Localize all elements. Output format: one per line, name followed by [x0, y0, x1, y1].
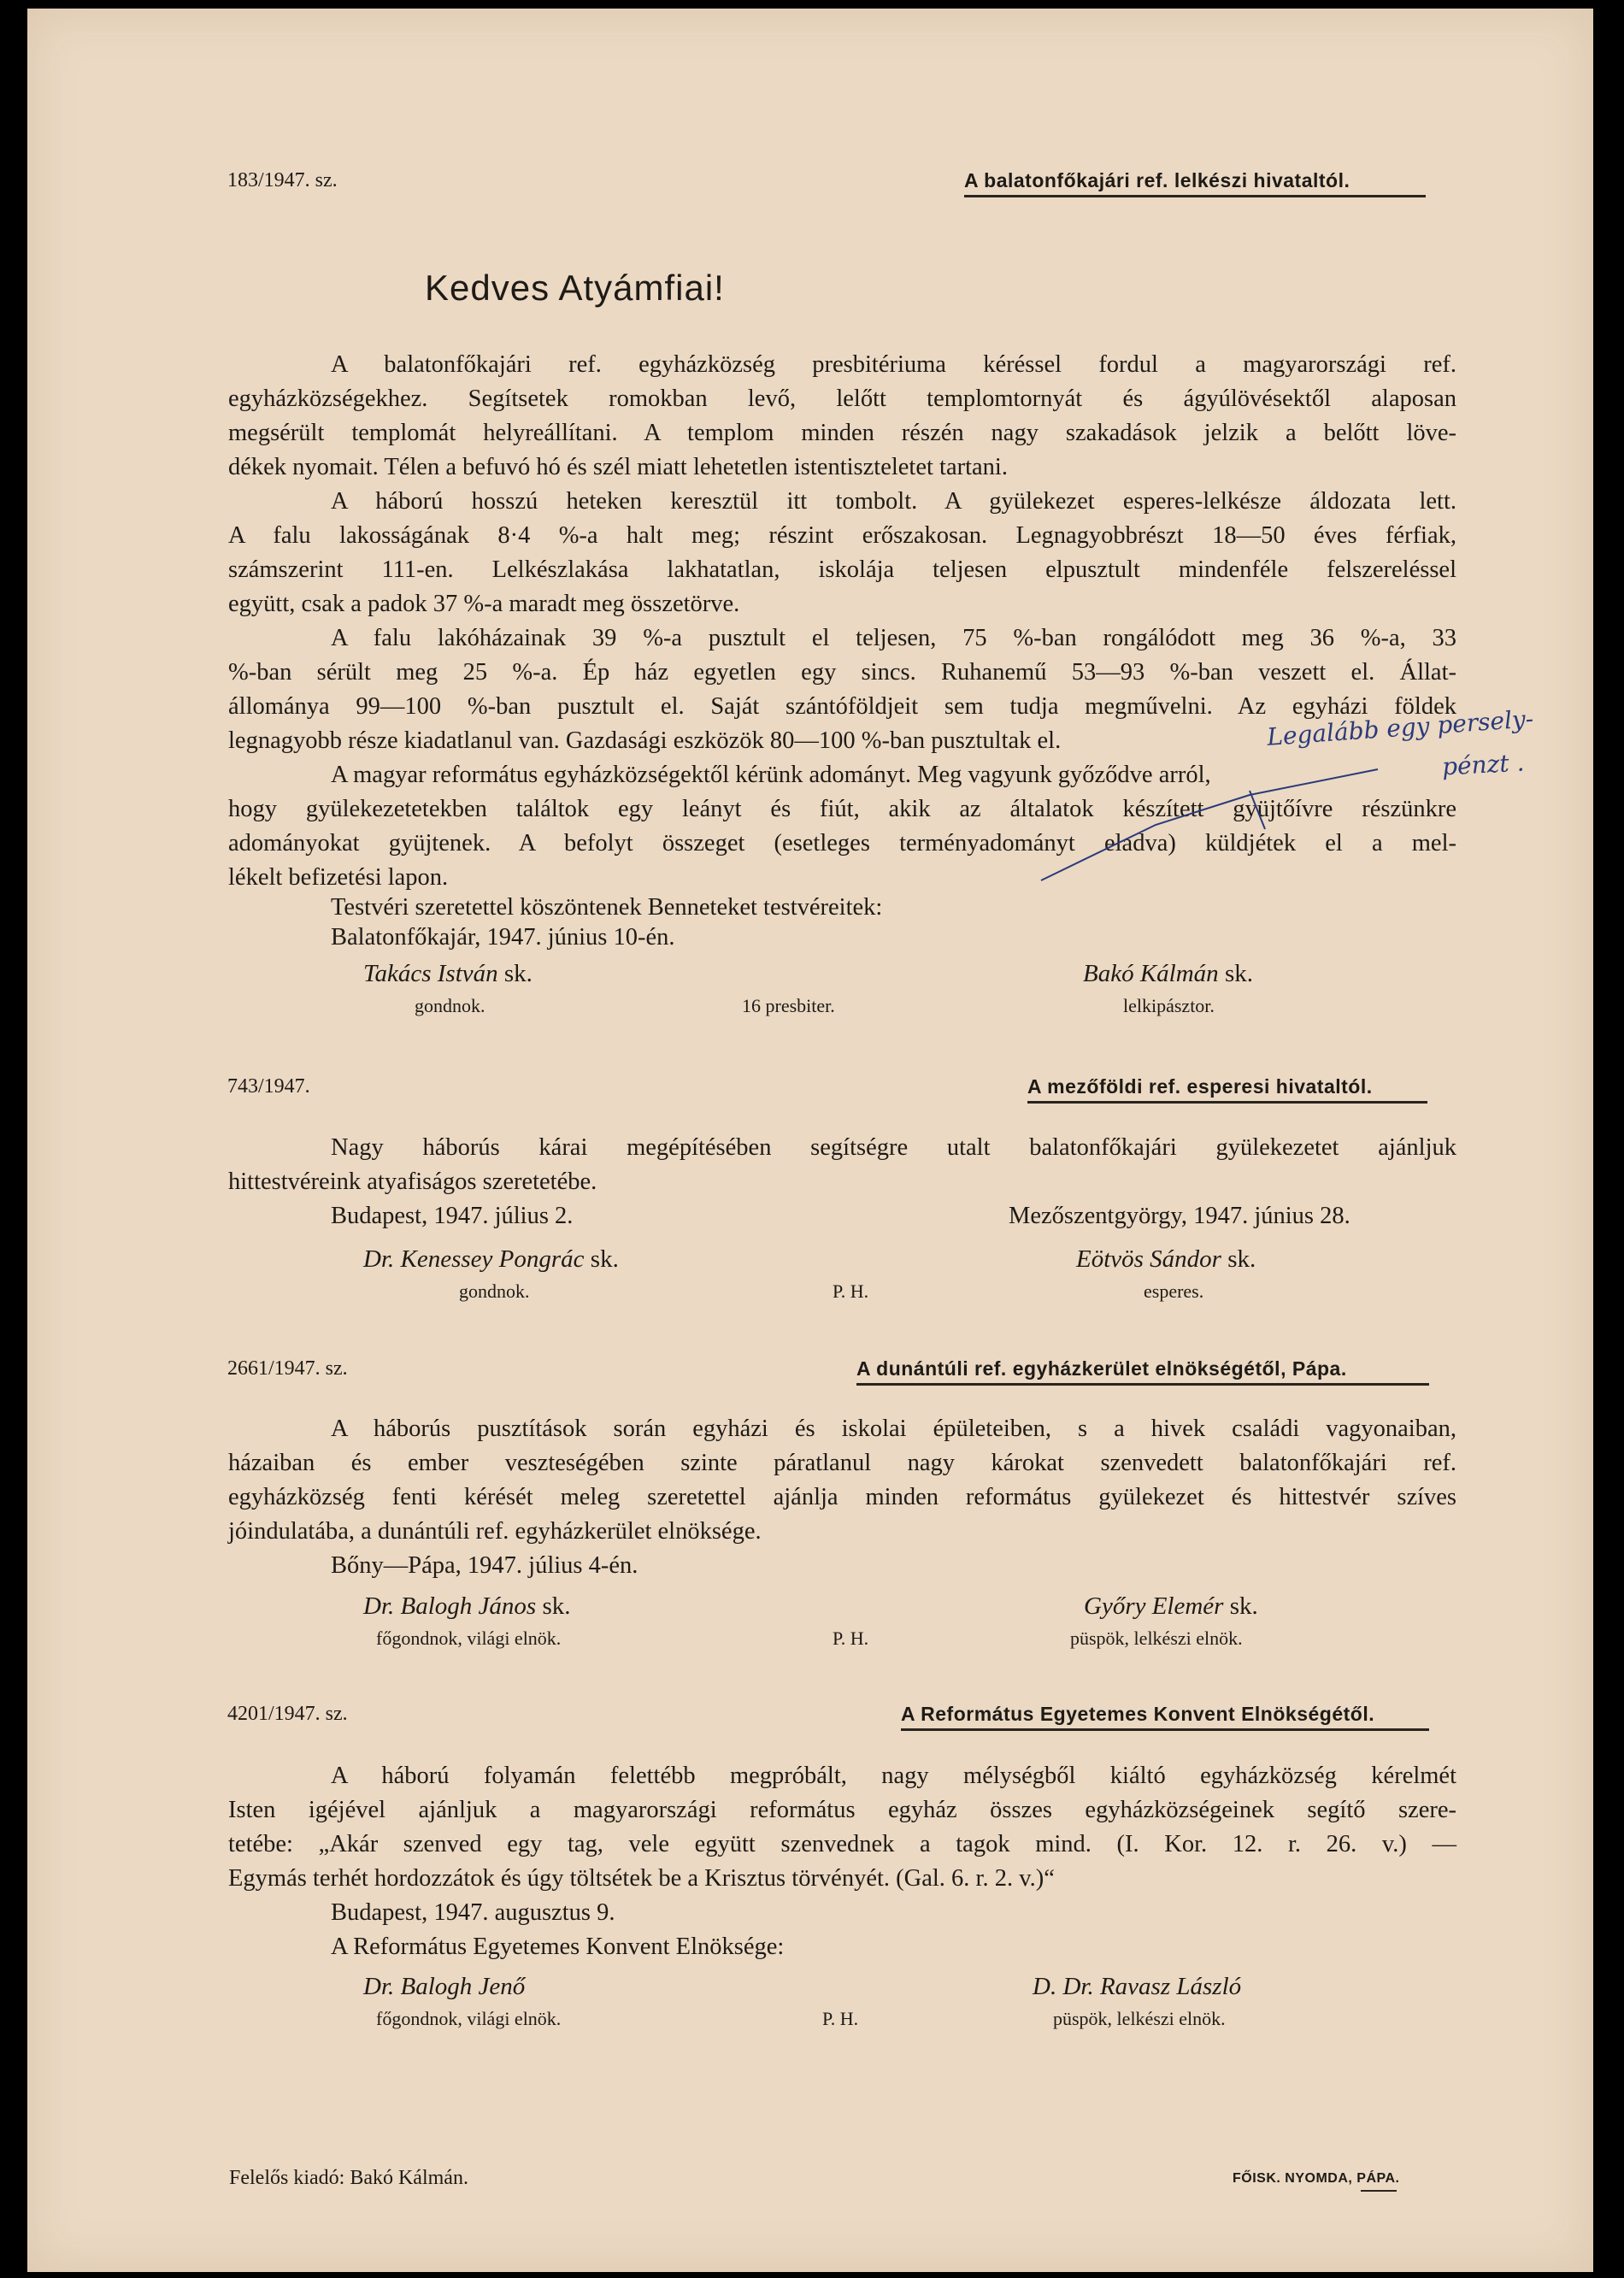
- body-line: adományokat gyüjtenek. A befolyt összeget (esetleges terményadományt eladva) küldjétek el a mel-: [228, 830, 1456, 856]
- place-date: Balatonfőkajár, 1947. június 10-én.: [331, 924, 675, 951]
- handwritten-note: Legalább egy persely-: [1266, 704, 1535, 751]
- body-line: A háborús pusztítások során egyházi és iskolai épületeiben, s a hivek családi vagyonaiban,: [331, 1416, 1456, 1442]
- signer-name: Dr. Balogh János: [363, 1592, 537, 1620]
- body-line: A balatonfőkajári ref. egyházközség presbitériuma kéréssel fordul a magyarországi ref.: [331, 351, 1456, 378]
- sk-mark: sk.: [1227, 1245, 1256, 1273]
- signer-role: püspök, lelkészi elnök.: [1053, 2008, 1226, 2029]
- signer-role: főgondnok, világi elnök.: [376, 1628, 562, 1649]
- publisher-line: Felelős kiadó: Bakó Kálmán.: [229, 2167, 468, 2189]
- imprint-underline: [1361, 2190, 1397, 2192]
- body-line: A magyar református egyházközségektől kérünk adományt. Meg vagyunk győződve arról,: [331, 762, 1211, 788]
- office-underline: [964, 195, 1426, 197]
- sk-mark: sk.: [542, 1592, 571, 1620]
- body-line: A háború hosszú heteken keresztül itt tombolt. A gyülekezet esperes-lelkésze áldozata lett.: [331, 488, 1456, 515]
- body-line: együtt, csak a padok 37 %-a maradt meg összetörve.: [228, 591, 740, 617]
- body-line: hittestvéreink atyafiságos szeretetébe.: [228, 1168, 597, 1195]
- signer-role: lelkipásztor.: [1123, 995, 1215, 1016]
- body-line: egyházközség fenti kérését meleg szeretettel ajánlja minden református gyülekezet és hittestvér szíves: [228, 1484, 1456, 1510]
- signature-right: [1083, 960, 1253, 988]
- signer-name: Eötvös Sándor: [1076, 1245, 1221, 1273]
- place-date: Budapest, 1947. augusztus 9.: [331, 1899, 615, 1926]
- signer-name: Takács István: [363, 960, 498, 987]
- body-line: dékek nyomait. Télen a befuvó hó és szél miatt lehetetlen istentiszteletet tartani.: [228, 454, 1008, 480]
- body-line: Egymás terhét hordozzátok és úgy töltsétek be a Krisztus törvényét. (Gal. 6. r. 2. v.)“: [228, 1865, 1055, 1892]
- reference-number: 4201/1947. sz.: [227, 1703, 348, 1725]
- reference-number: 2661/1947. sz.: [227, 1357, 348, 1380]
- signature-right: [1084, 1592, 1258, 1621]
- issuing-office: A dunántúli ref. egyházkerület elnökségétől, Pápa.: [856, 1357, 1347, 1380]
- body-line: lékelt befizetési lapon.: [228, 864, 449, 891]
- reference-number: 743/1947.: [227, 1075, 310, 1098]
- body-line: Isten igéjével ajánljuk a magyarországi református egyház összes egyházközségeinek segítő szere-: [228, 1797, 1456, 1823]
- signer-name: Bakó Kálmán: [1083, 960, 1219, 987]
- body-line: A falu lakóházainak 39 %-a pusztult el teljesen, 75 %-ban rongálódott meg 36 %-a, 33: [331, 625, 1456, 651]
- office-underline: [901, 1728, 1429, 1731]
- body-line: legnagyobb része kiadatlanul van. Gazdasági eszközök 80—100 %-ban pusztultak el.: [228, 727, 1062, 754]
- signer-role: gondnok.: [459, 1280, 530, 1302]
- signature-left: [363, 1245, 619, 1274]
- signer-role: esperes.: [1144, 1280, 1204, 1302]
- seal-mark: P. H.: [833, 1280, 869, 1302]
- document-page: [27, 9, 1593, 2272]
- issuing-office: A Református Egyetemes Konvent Elnökségétől.: [901, 1703, 1375, 1725]
- printer-imprint: FŐISK. NYOMDA, PÁPA.: [1233, 2171, 1400, 2186]
- body-line: %-ban sérült meg 25 %-a. Ép ház egyetlen egy sincs. Ruhanemű 53—93 %-ban veszett el. Állat-: [228, 659, 1456, 686]
- signature-left: [363, 960, 533, 988]
- body-line: számszerint 111-en. Lelkészlakása lakhatatlan, iskolája teljesen elpusztult mindenféle felszereléssel: [228, 556, 1456, 583]
- signer-name: D. Dr. Ravasz László: [1033, 1973, 1242, 2000]
- signer-role: főgondnok, világi elnök.: [376, 2008, 562, 2029]
- body-line: házaiban és ember veszteségében szinte páratlanul nagy károkat szenvedett balatonfőkajári ref.: [228, 1450, 1456, 1476]
- sk-mark: sk.: [1229, 1592, 1258, 1620]
- place-date-right: Mezőszentgyörgy, 1947. június 28.: [1009, 1203, 1350, 1229]
- signer-role: gondnok.: [415, 995, 485, 1016]
- body-line: állománya 99—100 %-ban pusztult el. Saját szántóföldjeit sem tudja megművelni. Az egyházi földek: [228, 693, 1456, 720]
- handwritten-strokes: [1036, 752, 1438, 889]
- signature-left: [363, 1592, 571, 1621]
- body-line: megsérült templomát helyreállítani. A templom minden részén nagy szakadások jelzik a belőtt löve-: [228, 420, 1456, 446]
- signature-left: [363, 1973, 525, 2001]
- place-date-left: Budapest, 1947. július 2.: [331, 1203, 574, 1229]
- body-line: tetébe: „Akár szenved egy tag, vele együtt szenvednek a tagok mind. (I. Kor. 12. r. 26. v.) —: [228, 1831, 1456, 1857]
- body-line: hogy gyülekezetetekben találtok egy leányt és fiút, akik az általatok készített gyüjtőívre részünkre: [228, 796, 1456, 822]
- office-underline: [1027, 1101, 1427, 1104]
- body-line: Nagy háborús kárai megépítésében segítségre utalt balatonfőkajári gyülekezetet ajánljuk: [331, 1134, 1456, 1161]
- signer-name: Dr. Kenessey Pongrác: [363, 1245, 585, 1273]
- handwritten-note: pénzt .: [1441, 748, 1526, 781]
- sk-mark: sk.: [1224, 960, 1253, 987]
- issuing-office: A balatonfőkajári ref. lelkészi hivataltól.: [964, 169, 1350, 191]
- reference-number: 183/1947. sz.: [227, 169, 338, 191]
- greeting-line: Testvéri szeretettel köszöntenek Benneteket testvéreitek:: [331, 894, 883, 921]
- sk-mark: sk.: [590, 1245, 619, 1273]
- signature-right: [1033, 1973, 1241, 2001]
- body-line: A háború folyamán felettébb megpróbált, nagy mélységből kiáltó egyházközség kérelmét: [331, 1763, 1456, 1789]
- seal-mark: P. H.: [833, 1628, 869, 1649]
- sk-mark: sk.: [503, 960, 533, 987]
- place-date: Bőny—Pápa, 1947. július 4-én.: [331, 1552, 638, 1579]
- office-underline: [856, 1383, 1429, 1386]
- seal-mark: P. H.: [822, 2008, 859, 2029]
- signer-name: Győry Elemér: [1084, 1592, 1224, 1620]
- letter-heading: Kedves Atyámfiai!: [425, 268, 725, 308]
- body-line: jóindulatába, a dunántúli ref. egyházkerület elnöksége.: [228, 1518, 762, 1545]
- signer-name: Dr. Balogh Jenő: [363, 1973, 526, 2000]
- presbiter-count: 16 presbiter.: [742, 995, 835, 1016]
- issuing-office: A mezőföldi ref. esperesi hivataltól.: [1027, 1075, 1373, 1098]
- presidium-line: A Református Egyetemes Konvent Elnöksége:: [331, 1934, 785, 1960]
- signer-role: püspök, lelkészi elnök.: [1070, 1628, 1243, 1649]
- body-line: A falu lakosságának 8·4 %-a halt meg; részint erőszakosan. Legnagyobbrészt 18—50 éves férfiak,: [228, 522, 1456, 549]
- signature-right: [1076, 1245, 1256, 1274]
- body-line: egyházközségekhez. Segítsetek romokban levő, lelőtt templomtornyát és ágyúlövésektől alaposan: [228, 386, 1456, 412]
